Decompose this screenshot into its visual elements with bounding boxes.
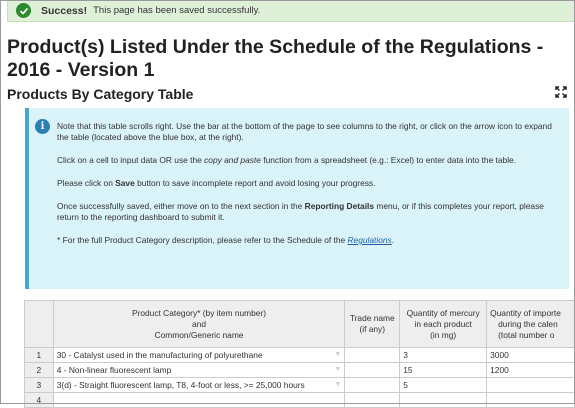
imported-cell[interactable]: [487, 378, 575, 393]
text-emphasis: copy and paste: [204, 155, 261, 165]
info-icon: i: [35, 119, 50, 134]
text-strong: Save: [115, 178, 135, 188]
info-box: [25, 108, 569, 289]
header-text: Quantity of importe: [490, 307, 561, 318]
trade-name-cell[interactable]: [345, 378, 400, 393]
row-number: 1: [25, 348, 54, 363]
info-paragraph-regulations: [57, 235, 562, 246]
header-trade-name[interactable]: [345, 301, 400, 348]
header-text: Common/Generic name: [154, 329, 244, 340]
info-text: [57, 121, 562, 258]
category-cell[interactable]: [53, 363, 345, 378]
dropdown-arrow-icon[interactable]: ▼: [334, 366, 342, 373]
imported-cell[interactable]: [487, 393, 575, 408]
header-text: during the calen: [498, 318, 558, 329]
header-text: and: [192, 318, 206, 329]
table-row: [25, 393, 575, 408]
text: .: [391, 235, 395, 245]
text-strong: Reporting Details: [304, 201, 375, 211]
row-number: 4: [25, 393, 54, 408]
dropdown-arrow-icon[interactable]: ▼: [334, 381, 342, 388]
header-text: in each product: [414, 318, 472, 329]
header-text: Product Category* (by item number): [131, 307, 267, 318]
header-text: Quantity of mercury: [406, 307, 480, 318]
category-cell[interactable]: [53, 393, 345, 408]
text: menu, or if this completes your report, please return to the reporting dashboard to submit it.: [57, 201, 544, 222]
header-mercury-quantity[interactable]: [400, 301, 487, 348]
check-circle-icon: [16, 3, 31, 18]
alert-strong: Success!: [41, 4, 88, 17]
trade-name-cell[interactable]: [345, 363, 400, 378]
alert-message: This page has been saved successfully.: [93, 5, 261, 16]
text: Click on a cell to input data OR use the: [57, 155, 205, 165]
header-corner: [25, 301, 54, 348]
row-number: 3: [25, 378, 54, 393]
header-imported-quantity[interactable]: [487, 301, 575, 348]
mercury-cell[interactable]: 5: [400, 378, 487, 393]
text: Please click on: [57, 178, 116, 188]
regulations-link[interactable]: Regulations: [347, 235, 392, 245]
imported-cell[interactable]: 1200: [487, 363, 575, 378]
cell-text: 4 - Non-linear fluorescent lamp: [56, 365, 172, 375]
header-text: Trade name: [349, 313, 395, 323]
table-row: [25, 378, 575, 393]
mercury-cell[interactable]: 15: [400, 363, 487, 378]
products-table: [24, 300, 575, 408]
text: * For the full Product Category description, please refer to the Schedule of the: [57, 235, 348, 245]
success-alert: [7, 0, 575, 22]
mercury-cell[interactable]: [400, 393, 487, 408]
table-row: [25, 348, 575, 363]
text: button to save incomplete report and avoid losing your progress.: [134, 178, 376, 188]
header-text: (if any): [359, 324, 386, 334]
header-text: (total number o: [498, 329, 555, 340]
dropdown-arrow-icon[interactable]: ▼: [334, 351, 342, 358]
table-row: [25, 363, 575, 378]
cell-text: 30 - Catalyst used in the manufacturing of polyurethane: [56, 350, 263, 360]
page-title: Product(s) Listed Under the Schedule of the Regulations - 2016 - Version 1: [7, 36, 544, 81]
cell-text: 3(d) - Straight fluorescent lamp, T8, 4-foot or less, >= 25,000 hours: [56, 380, 305, 390]
trade-name-cell[interactable]: [345, 348, 400, 363]
category-cell[interactable]: [53, 378, 345, 393]
text: function from a spreadsheet (e.g.: Excel) to enter data into the table.: [260, 155, 517, 165]
info-paragraph-scroll: Note that this table scrolls right. Use the bar at the bottom of the page to see columns to the right, or click on the arrow icon to expand the table (located above the blue box, at the right).: [57, 121, 552, 142]
expand-icon[interactable]: [555, 86, 567, 98]
category-cell[interactable]: [53, 348, 345, 363]
info-paragraph-save: [57, 178, 562, 189]
row-number: 2: [25, 363, 54, 378]
info-paragraph-input: [57, 155, 562, 166]
info-paragraph-next: [57, 201, 562, 223]
header-text: (in mg): [430, 329, 457, 340]
mercury-cell[interactable]: 3: [400, 348, 487, 363]
section-title: Products By Category Table: [7, 86, 194, 102]
text: Once successfully saved, either move on to the next section in the: [57, 201, 305, 211]
header-category[interactable]: [53, 301, 345, 348]
imported-cell[interactable]: 3000: [487, 348, 575, 363]
trade-name-cell[interactable]: [345, 393, 400, 408]
